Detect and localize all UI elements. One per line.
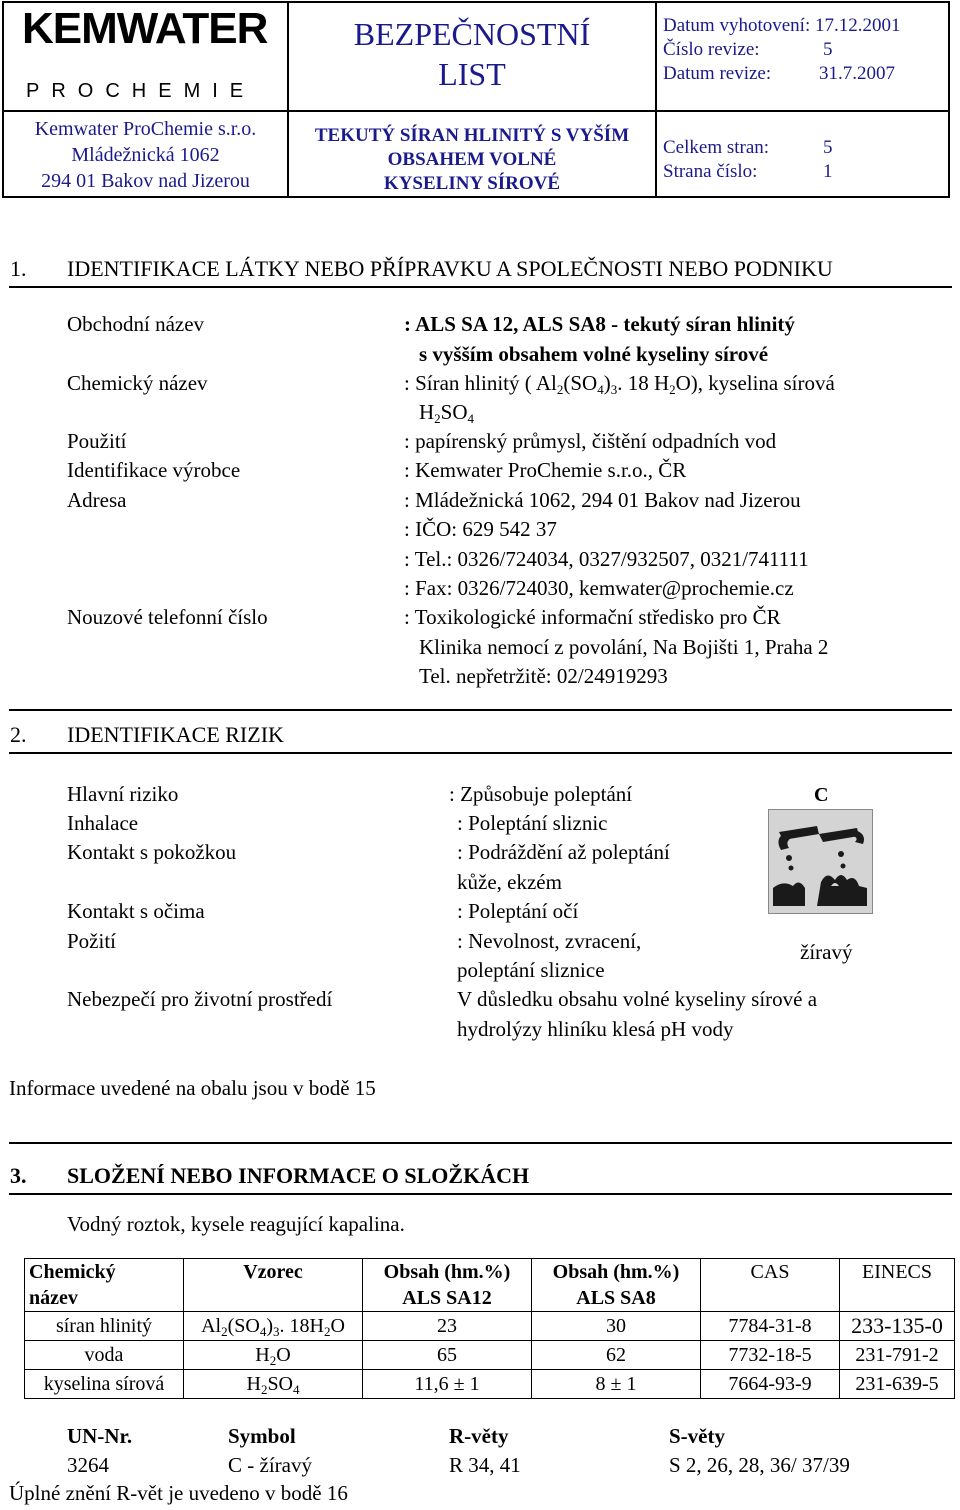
section-1-number: 1. bbox=[10, 256, 27, 281]
table-row bbox=[25, 1370, 955, 1399]
r-phrases-value: R 34, 41 bbox=[449, 1453, 521, 1477]
chemical-name-line-1: : Síran hlinitý ( $Al_2(SO_4)_3$. 18 $H_2O$), kyselina sírová bbox=[404, 371, 835, 397]
revision-date-value: 31.7.2007 bbox=[819, 63, 895, 84]
hazard-symbol-letter: C bbox=[814, 784, 829, 806]
header-content-sa8: Obsah (hm.%) ALS SA8 bbox=[532, 1259, 701, 1312]
total-pages-label: Celkem stran: bbox=[663, 137, 770, 158]
address-line-4: : Fax: 0326/724030, kemwater@prochemie.cz bbox=[404, 576, 794, 600]
s-phrases-value: S 2, 26, 28, 36/ 37/39 bbox=[669, 1453, 850, 1477]
label-address: Adresa bbox=[67, 488, 127, 512]
total-pages-value: 5 bbox=[823, 137, 833, 158]
un-number-value: 3264 bbox=[67, 1453, 109, 1477]
cell-einecs: 233-135-0 bbox=[840, 1312, 955, 1341]
logo-main-text: KEMWATER bbox=[22, 4, 268, 53]
header-cas: CAS bbox=[701, 1259, 840, 1312]
header-chemical-name: Chemický název bbox=[25, 1259, 184, 1312]
address-line-3: : Tel.: 0326/724034, 0327/932507, 0321/741111 bbox=[404, 547, 809, 571]
label-ingestion: Požití bbox=[67, 929, 117, 953]
cell-cas: 7732-18-5 bbox=[701, 1341, 840, 1370]
cell-cas: 7664-93-9 bbox=[701, 1370, 840, 1399]
header-un-number: UN-Nr. bbox=[67, 1424, 133, 1448]
address-line-1: : Mládežnická 1062, 294 01 Bakov nad Jizerou bbox=[404, 488, 801, 512]
cell-sa12: 23 bbox=[363, 1312, 532, 1341]
packaging-note: Informace uvedené na obalu jsou v bodě 15 bbox=[9, 1076, 376, 1100]
manufacturer-value: : Kemwater ProChemie s.r.o., ČR bbox=[404, 458, 687, 482]
cell-name: voda bbox=[25, 1341, 184, 1370]
section-2-number: 2. bbox=[10, 722, 27, 747]
product-title-line-1: TEKUTÝ SÍRAN HLINITÝ S VYŠÍM bbox=[314, 125, 630, 146]
cell-cas: 7784-31-8 bbox=[701, 1312, 840, 1341]
composition-table bbox=[24, 1258, 955, 1399]
cell-formula: $H_2SO_4$ bbox=[184, 1370, 363, 1399]
cell-formula: $H_2O$ bbox=[184, 1341, 363, 1370]
label-skin-contact: Kontakt s pokožkou bbox=[67, 840, 237, 864]
cell-formula: $Al_2(SO_4)_3$. $18H_2O$ bbox=[184, 1312, 363, 1341]
revision-number-value: 5 bbox=[823, 39, 833, 60]
document-title bbox=[289, 14, 655, 94]
document-title-line-2: LIST bbox=[438, 56, 506, 92]
label-manufacturer: Identifikace výrobce bbox=[67, 458, 241, 482]
emergency-line-1: : Toxikologické informační středisko pro ČR bbox=[404, 605, 781, 629]
cell-sa12: 11,6 ± 1 bbox=[363, 1370, 532, 1399]
emergency-line-2: Klinika nemocí z povolání, Na Bojišti 1, Praha 2 bbox=[419, 635, 829, 659]
section-1-title: IDENTIFIKACE LÁTKY NEBO PŘÍPRAVKU A SPOLEČNOSTI NEBO PODNIKU bbox=[67, 256, 833, 281]
cell-sa8: 8 ± 1 bbox=[532, 1370, 701, 1399]
section-2-rule bbox=[9, 752, 952, 754]
cell-sa8: 30 bbox=[532, 1312, 701, 1341]
page-number-label: Strana číslo: bbox=[663, 161, 758, 182]
date-created: Datum vyhotovení: 17.12.2001 bbox=[663, 15, 901, 36]
table-row bbox=[25, 1312, 955, 1341]
emergency-line-3: Tel. nepřetržitě: 02/24919293 bbox=[419, 664, 668, 688]
section-2-title: IDENTIFIKACE RIZIK bbox=[67, 722, 284, 747]
header-symbol: Symbol bbox=[228, 1424, 296, 1448]
section-3-rule bbox=[9, 1193, 952, 1195]
product-title bbox=[289, 124, 655, 196]
section-3-number: 3. bbox=[10, 1163, 27, 1188]
table-row bbox=[25, 1341, 955, 1370]
revision-date-label: Datum revize: bbox=[663, 63, 772, 84]
header-formula: Vzorec bbox=[184, 1259, 363, 1312]
composition-intro: Vodný roztok, kysele reagující kapalina. bbox=[67, 1212, 405, 1236]
trade-name-line-2: s vyšším obsahem volné kyseliny sírové bbox=[419, 342, 769, 366]
section-1-rule bbox=[9, 286, 952, 288]
cell-einecs: 231-639-5 bbox=[840, 1370, 955, 1399]
skin-contact-value-2: kůže, ekzém bbox=[457, 870, 562, 894]
header-einecs: EINECS bbox=[840, 1259, 955, 1312]
address-line-2: : IČO: 629 542 37 bbox=[404, 517, 557, 541]
section-2-top-rule bbox=[9, 709, 952, 711]
main-risk-value: : Způsobuje poleptání bbox=[449, 782, 633, 806]
label-inhalation: Inhalace bbox=[67, 811, 139, 835]
page-number-value: 1 bbox=[823, 161, 833, 182]
label-emergency-phone: Nouzové telefonní číslo bbox=[67, 605, 268, 629]
ingestion-value-2: poleptání sliznice bbox=[457, 958, 605, 982]
logo-sub-text: PROCHEMIE bbox=[26, 80, 256, 102]
product-title-line-2: OBSAHEM VOLNÉ bbox=[387, 149, 557, 170]
hazard-symbol-label: žíravý bbox=[800, 940, 853, 964]
symbol-value: C - žíravý bbox=[228, 1453, 312, 1477]
company-street: Mládežnická 1062 bbox=[71, 144, 220, 166]
cell-name: kyselina sírová bbox=[25, 1370, 184, 1399]
cell-sa12: 65 bbox=[363, 1341, 532, 1370]
company-name: Kemwater ProChemie s.r.o. bbox=[34, 118, 257, 140]
cell-sa8: 62 bbox=[532, 1341, 701, 1370]
header-content-sa12: Obsah (hm.%) ALS SA12 bbox=[363, 1259, 532, 1312]
label-chemical-name: Chemický název bbox=[67, 371, 208, 395]
label-environment: Nebezpečí pro životní prostředí bbox=[67, 987, 333, 1011]
environment-value-1: V důsledku obsahu volné kyseliny sírové a bbox=[457, 987, 818, 1011]
label-main-risk: Hlavní riziko bbox=[67, 782, 179, 806]
header-s-phrases: S-věty bbox=[669, 1424, 725, 1448]
use-value: : papírenský průmysl, čištění odpadních vod bbox=[404, 429, 777, 453]
cell-name: síran hlinitý bbox=[25, 1312, 184, 1341]
table-header-row bbox=[25, 1259, 955, 1312]
skin-contact-value-1: : Podráždění až poleptání bbox=[457, 840, 670, 864]
document-title-line-1: BEZPEČNOSTNÍ bbox=[353, 16, 591, 52]
corrosive-icon bbox=[768, 809, 873, 914]
r-phrases-footnote: Úplné znění R-vět je uvedeno v bodě 16 bbox=[9, 1481, 348, 1505]
product-title-line-3: KYSELINY SÍROVÉ bbox=[383, 173, 561, 194]
section-3-top-rule bbox=[9, 1142, 952, 1144]
company-city: 294 01 Bakov nad Jizerou bbox=[41, 170, 250, 192]
inhalation-value: : Poleptání sliznic bbox=[457, 811, 608, 835]
chemical-name-line-2: $H_2SO_4$ bbox=[419, 400, 475, 426]
label-trade-name: Obchodní název bbox=[67, 312, 205, 336]
cell-einecs: 231-791-2 bbox=[840, 1341, 955, 1370]
eye-contact-value: : Poleptání očí bbox=[457, 899, 579, 923]
environment-value-2: hydrolýzy hliníku klesá pH vody bbox=[457, 1017, 734, 1041]
trade-name-line-1: : ALS SA 12, ALS SA8 - tekutý síran hlinitý bbox=[404, 312, 795, 336]
company-address bbox=[4, 116, 287, 194]
header-r-phrases: R-věty bbox=[449, 1424, 509, 1448]
label-use: Použití bbox=[67, 429, 127, 453]
ingestion-value-1: : Nevolnost, zvracení, bbox=[457, 929, 642, 953]
section-3-title: SLOŽENÍ NEBO INFORMACE O SLOŽKÁCH bbox=[67, 1163, 530, 1188]
label-eye-contact: Kontakt s očima bbox=[67, 899, 205, 923]
revision-number-label: Číslo revize: bbox=[663, 39, 760, 60]
